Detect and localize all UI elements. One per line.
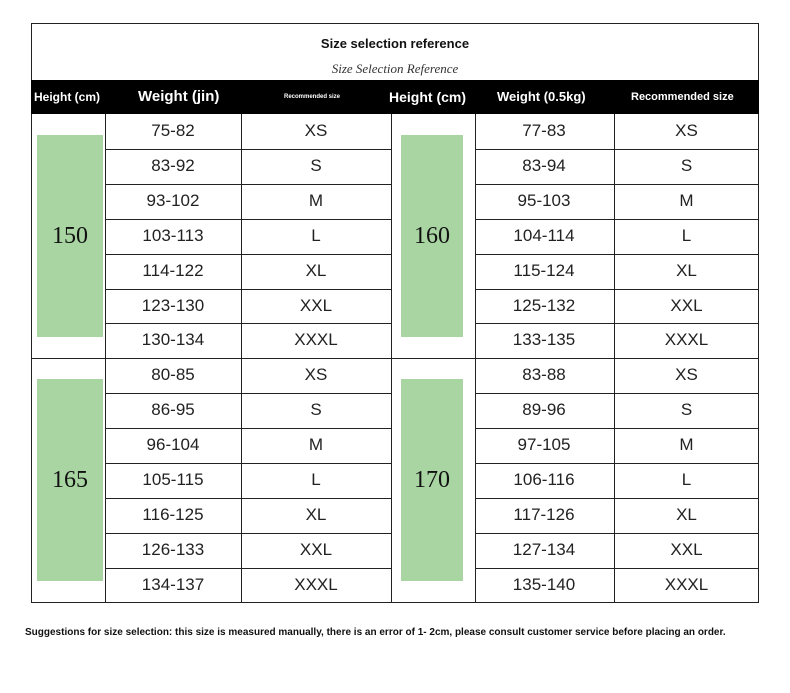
recommended-size-cell: XXL [670,539,703,559]
weight-range-cell: 75-82 [151,121,195,140]
recommended-size-cell: XXXL [664,574,709,594]
weight-range-cell: 125-132 [512,295,576,315]
recommended-size-cell: XXXL [294,330,338,350]
weight-range-cell: 104-114 [513,225,575,245]
weight-range-cell: 103-113 [142,225,204,245]
weight-range-cell: 126-133 [141,539,205,559]
weight-range-cell: 135-140 [512,574,576,594]
header-weight-left: Weight (jin) [138,88,220,105]
recommended-size-cell: XL [676,504,697,524]
header-height-left: Height (cm) [34,90,100,104]
weight-range-cell: 96-104 [146,435,200,455]
size-chart-table [31,23,759,603]
recommended-size-cell: S [310,400,322,420]
weight-range-cell: 106-116 [513,470,575,489]
recommended-size-cell: L [311,470,321,489]
weight-range-cell: 83-88 [522,365,566,385]
weight-range-cell: 116-125 [142,504,204,524]
weight-range-cell: 115-124 [513,260,575,280]
weight-range-cell: 117-126 [513,504,575,524]
recommended-size-cell: XXXL [664,330,709,350]
table-header [31,80,759,114]
recommended-size-cell: S [310,155,322,175]
recommended-size-cell: M [679,190,694,210]
recommended-size-cell: XS [675,365,698,385]
height-value-block: 165 [37,379,103,581]
recommended-size-cell: S [680,400,693,420]
chart-title: Size selection reference [320,36,470,51]
recommended-size-cell: XXL [299,539,333,559]
weight-range-cell: 127-134 [512,539,576,559]
weight-range-cell: 83-92 [151,155,195,175]
weight-range-cell: 83-94 [522,155,566,175]
recommended-size-cell: XS [675,121,698,140]
weight-range-cell: 77-83 [522,121,566,140]
weight-range-cell: 105-115 [142,470,204,489]
weight-range-cell: 133-135 [512,330,576,350]
recommended-size-cell: XL [676,260,697,280]
weight-range-cell: 93-102 [146,190,200,210]
header-recommended-size-left: Recommended size [284,94,341,100]
recommended-size-cell: XL [305,260,327,280]
recommended-size-cell: XS [304,365,328,385]
weight-range-cell: 80-85 [151,365,195,385]
header-weight-right: Weight (0.5kg) [497,89,586,104]
header-height-right: Height (cm) [389,89,466,105]
recommended-size-cell: XXL [299,295,333,315]
height-value-block: 160 [401,135,463,337]
recommended-size-cell: L [311,225,321,245]
recommended-size-cell: XXXL [294,574,338,594]
recommended-size-cell: M [308,190,324,210]
weight-range-cell: 123-130 [141,295,205,315]
weight-range-cell: 134-137 [141,574,205,594]
recommended-size-cell: XL [305,504,327,524]
recommended-size-cell: XXL [670,295,703,315]
weight-range-cell: 114-122 [142,260,204,280]
recommended-size-cell: S [680,155,693,175]
chart-subtitle: Size Selection Reference [331,61,459,76]
height-value-block: 170 [401,379,463,581]
recommended-size-cell: XS [304,121,328,140]
weight-range-cell: 97-105 [517,435,571,455]
size-note: Suggestions for size selection: this size is measured manually, there is an error of 1- 2cm, please consult customer service before placing an order. [25,627,726,638]
weight-range-cell: 95-103 [517,190,571,210]
recommended-size-cell: M [308,435,324,455]
weight-range-cell: 130-134 [141,330,205,350]
header-recommended-size-right: Recommended size [631,91,734,103]
recommended-size-cell: L [681,470,692,489]
recommended-size-cell: L [681,225,692,245]
size-grid [31,114,759,603]
weight-range-cell: 86-95 [151,400,195,420]
recommended-size-cell: M [679,435,694,455]
height-value-block: 150 [37,135,103,337]
weight-range-cell: 89-96 [522,400,566,420]
